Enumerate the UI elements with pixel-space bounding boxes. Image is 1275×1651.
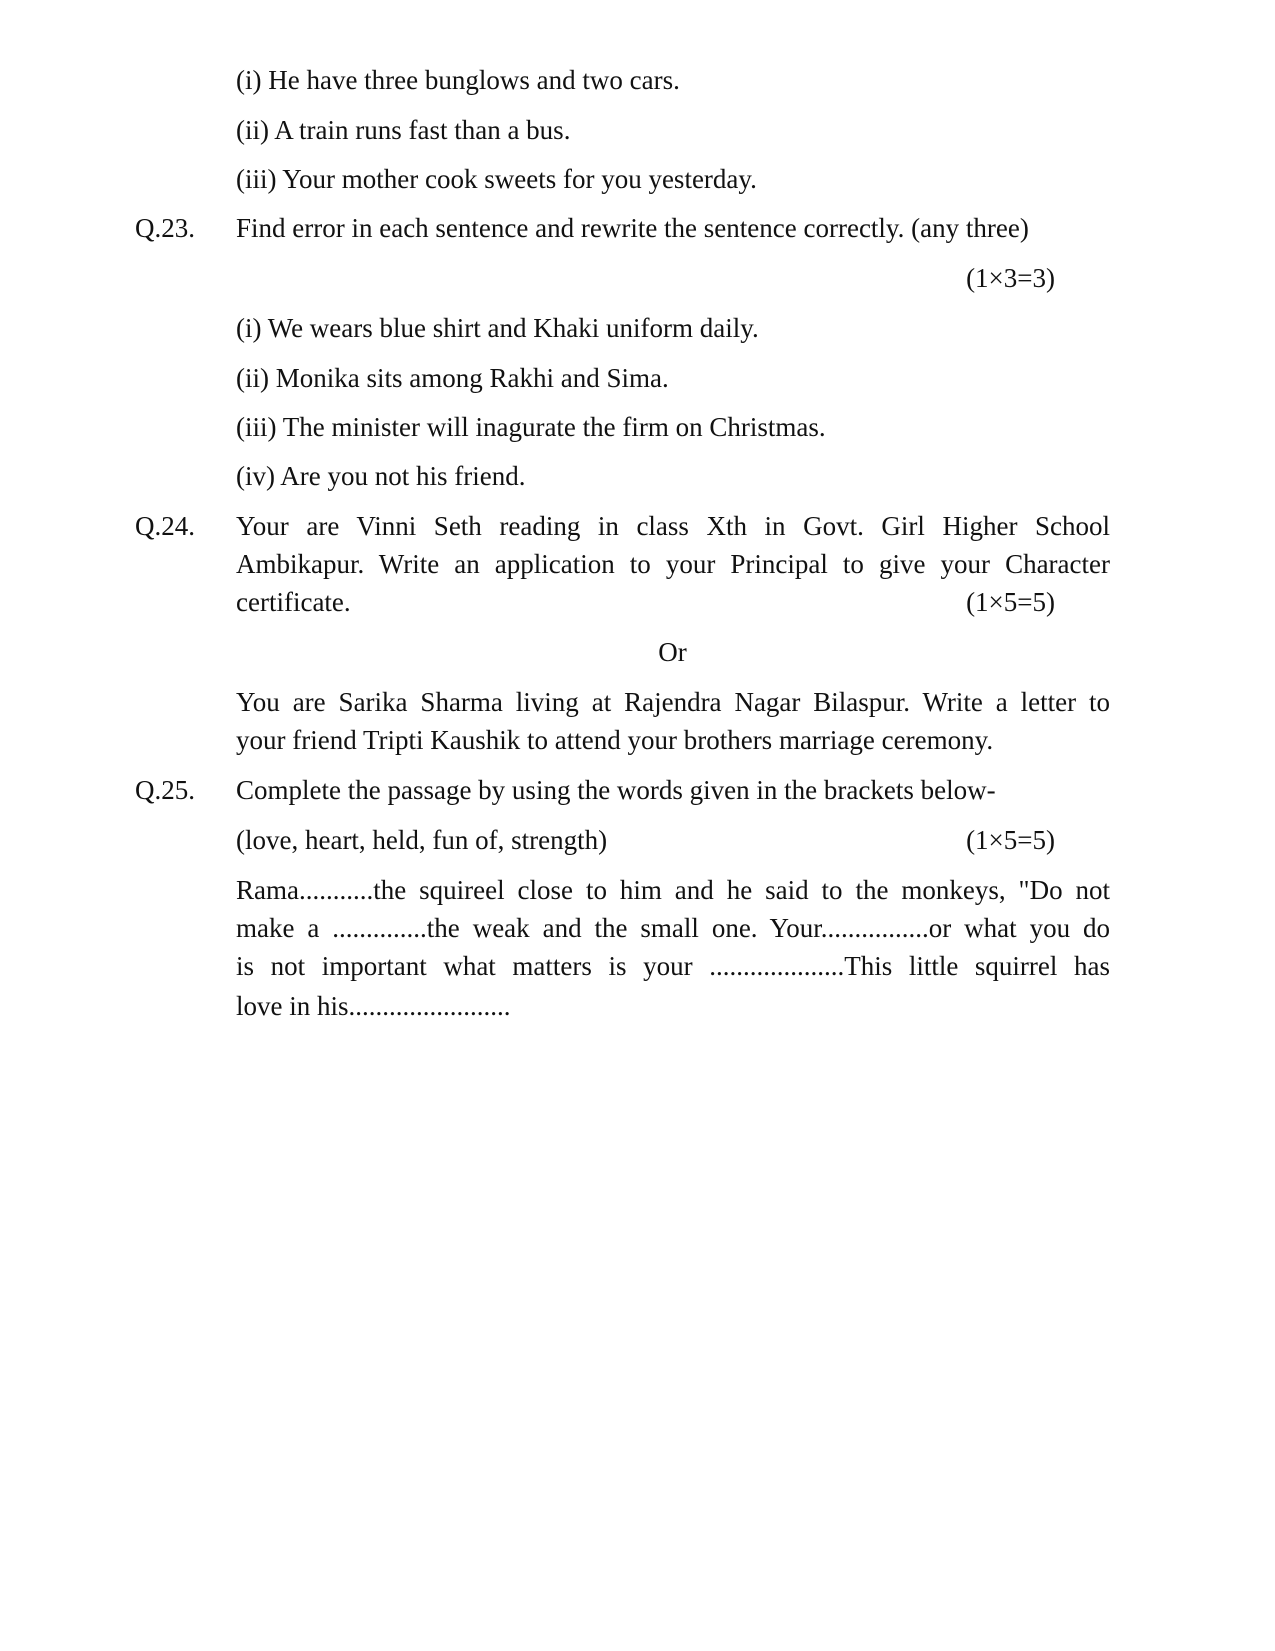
- or-separator: Or: [658, 637, 687, 667]
- q23-item-4: (iv) Are you not his friend.: [236, 461, 526, 491]
- prev-item-2: (ii) A train runs fast than a bus.: [236, 115, 571, 145]
- q24-number: Q.24.: [135, 511, 195, 541]
- q24-marks: (1×5=5): [966, 587, 1055, 617]
- q24-alt-line-1: You are Sarika Sharma living at Rajendra Nagar Bilaspur. Write a letter to: [236, 687, 1110, 717]
- q25-passage-line-4: love in his........................: [236, 991, 511, 1021]
- q24-line-2: Ambikapur. Write an application to your Principal to give your Character: [236, 549, 1110, 579]
- prev-item-1: (i) He have three bunglows and two cars.: [236, 65, 680, 95]
- q25-number: Q.25.: [135, 775, 195, 805]
- q25-words: (love, heart, held, fun of, strength): [236, 825, 608, 855]
- q24-line-1: Your are Vinni Seth reading in class Xth in Govt. Girl Higher School: [236, 511, 1110, 541]
- q23-item-1: (i) We wears blue shirt and Khaki uniform daily.: [236, 313, 759, 343]
- q23-item-2: (ii) Monika sits among Rakhi and Sima.: [236, 363, 669, 393]
- q24-line-3: certificate.: [236, 587, 351, 617]
- q25-marks: (1×5=5): [966, 825, 1055, 855]
- q23-marks: (1×3=3): [966, 263, 1055, 293]
- prev-item-3: (iii) Your mother cook sweets for you yesterday.: [236, 164, 757, 194]
- q23-item-3: (iii) The minister will inagurate the firm on Christmas.: [236, 412, 826, 442]
- q23-number: Q.23.: [135, 213, 195, 243]
- q25-passage-line-2: make a ..............the weak and the small one. Your................or what you do: [236, 913, 1110, 943]
- q25-passage-line-3: is not important what matters is your ....................This little squirrel has: [236, 951, 1110, 981]
- q24-alt-line-2: your friend Tripti Kaushik to attend your brothers marriage ceremony.: [236, 725, 994, 755]
- q25-text: Complete the passage by using the words given in the brackets below-: [236, 775, 996, 805]
- q23-text: Find error in each sentence and rewrite the sentence correctly. (any three): [236, 213, 1029, 243]
- q25-passage-line-1: Rama...........the squireel close to him and he said to the monkeys, "Do not: [236, 875, 1110, 905]
